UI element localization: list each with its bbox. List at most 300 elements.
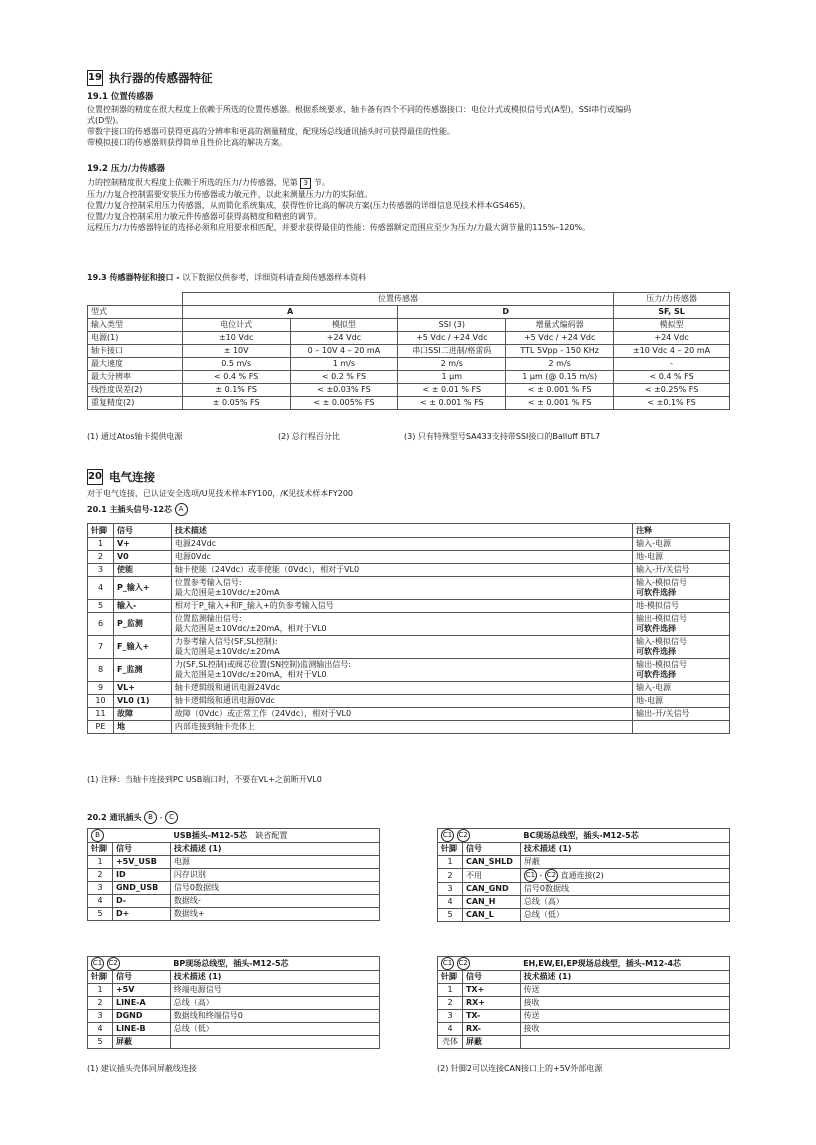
desc-line: 位置监测输出信号: xyxy=(174,614,242,623)
cell: 增量式编码器 xyxy=(506,319,614,332)
signal-cell: RX+ xyxy=(462,997,520,1010)
row-label: 重复精度(2) xyxy=(88,397,183,410)
usb-badges xyxy=(88,829,171,843)
sensor-table-note-1: (1) 通过Atos轴卡提供电源 xyxy=(87,432,183,441)
section-20-intro: 对于电气连接，已认证安全选项/U见技术样本FY100，/K见技术样本FY200 xyxy=(87,489,354,498)
connector-c1-badge: C1 xyxy=(441,957,454,970)
table-row xyxy=(88,1036,380,1049)
note-line: 地-电源 xyxy=(636,696,663,705)
header-pin: 针脚 xyxy=(438,971,463,984)
subsection-19-3-title xyxy=(87,272,366,283)
table-row xyxy=(88,695,730,708)
note-cell xyxy=(633,682,730,695)
desc-cell: 信号0数据线 xyxy=(170,882,379,895)
connector-c1-badge: C1 xyxy=(91,957,104,970)
section-title: 电气连接 xyxy=(109,470,155,484)
signal-cell: +5V_USB xyxy=(112,856,170,869)
cell: SSI (3) xyxy=(398,319,506,332)
signal-cell: D- xyxy=(112,895,170,908)
subsection-title: 19.3 传感器特征和接口 - xyxy=(87,273,180,282)
desc-text: 直通连接(2) xyxy=(560,871,604,880)
subsection-title: 20.2 通讯插头 xyxy=(87,813,142,822)
cell: < 0.4 % FS xyxy=(614,371,730,384)
signal-cell: 不用 xyxy=(462,869,520,883)
signal-cell: 屏蔽 xyxy=(112,1036,170,1049)
type-d: D xyxy=(398,306,614,319)
note-cell xyxy=(633,613,730,636)
header-pin: 针脚 xyxy=(88,843,113,856)
cell: 串口SSI二进制/格雷码 xyxy=(398,345,506,358)
table-row xyxy=(438,869,730,883)
desc-line: 轴卡逻辑级和通讯电源0Vdc xyxy=(174,696,275,705)
empty-cell xyxy=(88,293,183,306)
note-line: 可软件选择 xyxy=(636,624,677,633)
table-row xyxy=(88,895,380,908)
connector-c2-badge: C2 xyxy=(457,957,470,970)
desc-cell xyxy=(520,1036,729,1049)
desc-cell: 数据线- xyxy=(170,895,379,908)
header-pin: 针脚 xyxy=(88,524,114,538)
cell: < ± 0.001 % FS xyxy=(506,384,614,397)
signal-cell: D+ xyxy=(112,908,170,921)
bc-badges xyxy=(438,829,521,843)
table-row xyxy=(88,577,730,600)
header-description: 技术描述 xyxy=(171,524,632,538)
subsection-20-2-title xyxy=(87,811,178,824)
desc-line: 位置参考输入信号: xyxy=(174,578,242,587)
cell: +24 Vdc xyxy=(614,332,730,345)
table-row xyxy=(88,319,730,332)
cell: TTL 5Vpp - 150 KHz xyxy=(506,345,614,358)
type-sf: SF, SL xyxy=(614,306,730,319)
header-pin: 针脚 xyxy=(438,843,463,856)
note-cell xyxy=(633,636,730,659)
desc-cell: 传送 xyxy=(520,984,729,997)
signal-cell: P_输入+ xyxy=(113,577,171,600)
desc-cell xyxy=(171,708,632,721)
note-line: 地-电源 xyxy=(636,552,663,561)
usb-connector-table xyxy=(87,828,380,921)
note-line: 输出-模拟信号 xyxy=(636,614,687,623)
pin-cell: 7 xyxy=(88,636,114,659)
cell: - xyxy=(614,358,730,371)
header-note: 注释 xyxy=(633,524,730,538)
row-label: 轴卡接口 xyxy=(88,345,183,358)
desc-cell xyxy=(171,721,632,734)
cell: +5 Vdc / +24 Vdc xyxy=(398,332,506,345)
note-line: 地-模拟信号 xyxy=(636,601,679,610)
bc-connector-table xyxy=(437,828,730,922)
table-row xyxy=(438,984,730,997)
cell: ±10 Vdc 4 – 20 mA xyxy=(614,345,730,358)
range-dash: - xyxy=(159,813,163,822)
subsection-note: 以下数据仅供参考，详细资料请查阅传感器样本资料 xyxy=(182,273,367,282)
cell: 2 m/s xyxy=(506,358,614,371)
cell: < ± 0.001 % FS xyxy=(506,397,614,410)
text-line: 位置控制器的精度在很大程度上依赖于所选的位置传感器。根据系统要求，轴卡备有四个不同的传感器接口：电位计式或模拟信号式(A型)，SSI串行或编码 xyxy=(87,105,632,114)
signal-cell: TX+ xyxy=(462,984,520,997)
note-cell xyxy=(633,551,730,564)
cell: 1 m/s xyxy=(290,358,398,371)
desc-cell xyxy=(171,600,632,613)
text-line: 压力/力复合控制需要安装压力传感器或力敏元件，以此来测量压力/力的实际值。 xyxy=(87,190,373,199)
signal-cell: RX- xyxy=(462,1023,520,1036)
desc-cell: 终端电源信号 xyxy=(170,984,379,997)
desc-line: 力参考输入信号(SF,SL控制): xyxy=(174,637,278,646)
pin-cell: 2 xyxy=(88,997,113,1010)
cell: < ± 0.001 % FS xyxy=(398,397,506,410)
signal-cell: V+ xyxy=(113,538,171,551)
table-row xyxy=(438,1036,730,1049)
note-cell xyxy=(633,721,730,734)
desc-cell xyxy=(170,1036,379,1049)
signal-cell: CAN_SHLD xyxy=(462,856,520,869)
signal-cell: CAN_L xyxy=(462,909,520,922)
connector-a-badge: A xyxy=(175,503,188,516)
table-row xyxy=(88,345,730,358)
pin-cell: 1 xyxy=(88,856,113,869)
cell: ± 0.05% FS xyxy=(182,397,290,410)
desc-line: 轴卡使能（24Vdc）或非使能（0Vdc），相对于VL0 xyxy=(174,565,360,574)
table-title: USB插头-M12-5芯 xyxy=(173,830,248,840)
connector-c2-badge: C2 xyxy=(457,829,470,842)
cell: 模拟型 xyxy=(290,319,398,332)
desc-cell xyxy=(171,613,632,636)
desc-cell: 屏蔽 xyxy=(520,856,729,869)
pin-cell: 5 xyxy=(88,908,113,921)
connector-c2-badge: C2 xyxy=(545,869,558,882)
signal-cell: LINE-B xyxy=(112,1023,170,1036)
signal-cell: 故障 xyxy=(113,708,171,721)
bp-badges xyxy=(88,957,171,971)
table-row xyxy=(88,908,380,921)
header-signal: 信号 xyxy=(112,971,170,984)
desc-cell: 闪存识别 xyxy=(170,869,379,882)
pin-cell: 1 xyxy=(438,984,463,997)
cell: 2 m/s xyxy=(398,358,506,371)
text-line: 位置/力复合控制采用压力传感器，从而简化系统集成，获得性价比高的解决方案(压力传感器的详细信息见技术样本GS465)。 xyxy=(87,201,531,210)
paragraph-19-2 xyxy=(87,177,590,233)
pin-cell: 3 xyxy=(88,564,114,577)
note-cell xyxy=(633,564,730,577)
table-row xyxy=(88,1010,380,1023)
desc-line: 力(SF,SL控制)或阀芯位置(SN控制)监测输出信号: xyxy=(174,660,351,669)
connector-c1-badge: C1 xyxy=(441,829,454,842)
table-row xyxy=(88,1023,380,1036)
desc-cell xyxy=(171,538,632,551)
table-row xyxy=(438,997,730,1010)
pin-cell: 5 xyxy=(88,1036,113,1049)
signal-cell: +5V xyxy=(112,984,170,997)
pin-cell: 9 xyxy=(88,682,114,695)
pin-cell: 1 xyxy=(88,984,113,997)
desc-cell: 数据线和终端信号0 xyxy=(170,1010,379,1023)
connector-c2-badge: C2 xyxy=(107,957,120,970)
note-line: 输出-开/关信号 xyxy=(636,709,690,718)
note-line: 可软件选择 xyxy=(636,670,677,679)
cell: ±10 Vdc xyxy=(182,332,290,345)
desc-cell: 电源 xyxy=(170,856,379,869)
table-row xyxy=(88,721,730,734)
table-row xyxy=(88,538,730,551)
signal-cell: F_输入+ xyxy=(113,636,171,659)
cell: ± 10V xyxy=(182,345,290,358)
note-cell xyxy=(633,659,730,682)
desc-line: 相对于P_输入+和F_输入+的负参考输入信号 xyxy=(174,601,334,610)
cell: 0 – 10V 4 – 20 mA xyxy=(290,345,398,358)
table-row xyxy=(438,909,730,922)
cell: < ±0.1% FS xyxy=(614,397,730,410)
pin-cell: 11 xyxy=(88,708,114,721)
table-row xyxy=(88,659,730,682)
desc-line: 最大范围是±10Vdc/±20mA，相对于VL0 xyxy=(174,624,327,633)
desc-cell xyxy=(171,551,632,564)
text-part: 节。 xyxy=(313,178,330,187)
desc-line: 轴卡逻辑级和通讯电源24Vdc xyxy=(174,683,281,692)
header-signal: 信号 xyxy=(113,524,171,538)
signal-cell: 使能 xyxy=(113,564,171,577)
note-cell xyxy=(633,577,730,600)
table-row xyxy=(88,984,380,997)
eh-badges xyxy=(438,957,521,971)
pin-cell: 5 xyxy=(438,909,463,922)
table-row xyxy=(88,332,730,345)
type-a: A xyxy=(182,306,398,319)
pin-cell: 2 xyxy=(88,869,113,882)
cell: 模拟型 xyxy=(614,319,730,332)
text-line: 带模拟接口的传感器则获得简单且性价比高的解决方案。 xyxy=(87,138,287,147)
header-description: 技术描述 (1) xyxy=(170,971,379,984)
pin-cell: 2 xyxy=(438,869,463,883)
connector-c-badge: C xyxy=(165,811,178,824)
note-cell xyxy=(633,538,730,551)
cell: < ± 0.01 % FS xyxy=(398,384,506,397)
cell: ± 0.1% FS xyxy=(182,384,290,397)
signal-cell: P_监测 xyxy=(113,613,171,636)
section-ref-badge: 3 xyxy=(300,178,311,189)
desc-cell: 总线（高） xyxy=(170,997,379,1010)
note-line: 输入-电源 xyxy=(636,683,671,692)
table-row xyxy=(88,856,380,869)
note-cell xyxy=(633,600,730,613)
note-cell xyxy=(633,695,730,708)
cell: 0.5 m/s xyxy=(182,358,290,371)
pin-cell: 2 xyxy=(88,551,114,564)
desc-cell: 总线（低） xyxy=(520,909,729,922)
cell: 电位计式 xyxy=(182,319,290,332)
main-connector-table xyxy=(87,523,730,734)
sensor-table-note-2: (2) 总行程百分比 xyxy=(278,432,340,441)
cell: +24 Vdc xyxy=(290,332,398,345)
pin-cell: PE xyxy=(88,721,114,734)
desc-line: 电源24Vdc xyxy=(174,539,217,548)
desc-cell xyxy=(171,577,632,600)
note-line: 输入-模拟信号 xyxy=(636,637,687,646)
row-label: 电源(1) xyxy=(88,332,183,345)
note-line: 输出-模拟信号 xyxy=(636,660,687,669)
cell: 1 μm (@ 0.15 m/s) xyxy=(506,371,614,384)
connector-b-badge: B xyxy=(144,811,157,824)
pin-cell: 10 xyxy=(88,695,114,708)
text-line: 远程压力/力传感器特征的选择必须和应用要求相匹配，并要求获得最佳的性能：传感器额定范围应至少为压力/力最大调节量的115%–120%。 xyxy=(87,223,591,232)
signal-cell: 地 xyxy=(113,721,171,734)
desc-line: 电源0Vdc xyxy=(174,552,211,561)
desc-cell xyxy=(171,564,632,577)
text-line xyxy=(87,177,590,189)
row-label: 最大速度 xyxy=(88,358,183,371)
footnote-right: (2) 针脚2可以连接CAN接口上的+5V外部电源 xyxy=(437,1064,603,1073)
pin-cell: 3 xyxy=(438,883,463,896)
header-description: 技术描述 (1) xyxy=(520,843,729,856)
desc-line: 最大范围是±10Vdc/±20mA xyxy=(174,647,280,656)
signal-cell: VL+ xyxy=(113,682,171,695)
desc-line: 最大范围是±10Vdc/±20mA，相对于VL0 xyxy=(174,670,327,679)
text-line: 式(D型)。 xyxy=(87,116,124,125)
sensor-table-note-3: (3) 只有特殊型号SA433支持带SSI接口的Balluff BTL7 xyxy=(404,432,601,441)
cell: < ±0.25% FS xyxy=(614,384,730,397)
force-sensor-header: 压力/力传感器 xyxy=(614,293,730,306)
table-row xyxy=(438,1023,730,1036)
signal-cell: F_监测 xyxy=(113,659,171,682)
signal-cell: 屏蔽 xyxy=(462,1036,520,1049)
note-line: 可软件选择 xyxy=(636,588,677,597)
desc-cell: 传送 xyxy=(520,1010,729,1023)
type-label: 型式 xyxy=(88,306,183,319)
desc-cell: 总线（低） xyxy=(170,1023,379,1036)
signal-cell: DGND xyxy=(112,1010,170,1023)
header-signal: 信号 xyxy=(462,971,520,984)
header-signal: 信号 xyxy=(462,843,520,856)
bp-connector-table xyxy=(87,956,380,1049)
cell: < ± 0.005% FS xyxy=(290,397,398,410)
desc-cell xyxy=(520,869,729,883)
table-row xyxy=(88,997,380,1010)
pin-cell: 3 xyxy=(88,882,113,895)
header-pin: 针脚 xyxy=(88,971,113,984)
table-row xyxy=(88,882,380,895)
signal-cell: ID xyxy=(112,869,170,882)
table-row xyxy=(88,613,730,636)
table-row xyxy=(88,636,730,659)
signal-cell: CAN_GND xyxy=(462,883,520,896)
header-description: 技术描述 (1) xyxy=(520,971,729,984)
desc-line: 故障（0Vdc）或正常工作（24Vdc），相对于VL0 xyxy=(174,709,352,718)
table-row xyxy=(88,358,730,371)
signal-cell: VL0 (1) xyxy=(113,695,171,708)
pin-cell: 3 xyxy=(438,1010,463,1023)
pin-cell: 4 xyxy=(438,1023,463,1036)
table-row xyxy=(88,564,730,577)
pin-cell: 6 xyxy=(88,613,114,636)
subsection-19-1-title: 19.1 位置传感器 xyxy=(87,92,154,102)
cell: +5 Vdc / +24 Vdc xyxy=(506,332,614,345)
subsection-20-1-title xyxy=(87,503,188,516)
desc-cell: 接收 xyxy=(520,1023,729,1036)
text-line: 位置/力复合控制采用力敏元件传感器可获得高精度和精密的调节。 xyxy=(87,212,322,221)
signal-cell: V0 xyxy=(113,551,171,564)
note-line: 可软件选择 xyxy=(636,647,677,656)
row-label: 最大分辨率 xyxy=(88,371,183,384)
connector-c1-badge: C1 xyxy=(524,869,537,882)
footnote-left: (1) 建议插头壳体同屏蔽线连接 xyxy=(87,1064,197,1073)
section-19-heading xyxy=(87,67,213,86)
table-row xyxy=(88,600,730,613)
table-title: BC现场总线型，插头-M12-5芯 xyxy=(520,829,729,843)
desc-line: 内部连接到轴卡壳体上 xyxy=(174,722,255,731)
connector-b-badge: B xyxy=(91,829,104,842)
sensor-table xyxy=(87,292,730,410)
table-row xyxy=(88,869,380,882)
desc-line: 最大范围是±10Vdc/±20mA xyxy=(174,588,280,597)
pin-cell: 2 xyxy=(438,997,463,1010)
pin-cell: 1 xyxy=(438,856,463,869)
note-cell xyxy=(633,708,730,721)
usb-title xyxy=(170,829,379,843)
desc-cell: 总线（高） xyxy=(520,896,729,909)
section-title: 执行器的传感器特征 xyxy=(109,71,213,85)
table-row xyxy=(88,708,730,721)
table-row xyxy=(438,856,730,869)
pin-cell: 3 xyxy=(88,1010,113,1023)
table-row xyxy=(438,896,730,909)
text-part: 力的控制精度很大程度上依赖于所选的压力/力传感器，见第 xyxy=(87,178,298,187)
table-row xyxy=(88,397,730,410)
range-dash: - xyxy=(539,871,543,880)
table-row xyxy=(88,682,730,695)
pin-cell: 8 xyxy=(88,659,114,682)
pin-cell: 4 xyxy=(88,895,113,908)
header-signal: 信号 xyxy=(112,843,170,856)
table-row xyxy=(438,1010,730,1023)
desc-cell xyxy=(171,682,632,695)
pin-cell: 壳体 xyxy=(438,1036,463,1049)
desc-cell: 接收 xyxy=(520,997,729,1010)
main-table-footnote: (1) 注释：当轴卡连接到PC USB端口时，不要在VL+之前断开VL0 xyxy=(87,775,322,784)
signal-cell: CAN_H xyxy=(462,896,520,909)
signal-cell: LINE-A xyxy=(112,997,170,1010)
pin-cell: 4 xyxy=(438,896,463,909)
cell: < 0.2 % FS xyxy=(290,371,398,384)
signal-cell: GND_USB xyxy=(112,882,170,895)
desc-cell: 数据线+ xyxy=(170,908,379,921)
cell: < ±0.03% FS xyxy=(290,384,398,397)
table-title-note: 缺省配置 xyxy=(255,830,288,840)
note-line: 输入-电源 xyxy=(636,539,671,548)
subsection-title: 20.1 主插头信号-12芯 xyxy=(87,505,172,514)
signal-cell: TX- xyxy=(462,1010,520,1023)
pin-cell: 5 xyxy=(88,600,114,613)
paragraph-19-1 xyxy=(87,104,631,148)
pin-cell: 4 xyxy=(88,1023,113,1036)
table-row xyxy=(438,883,730,896)
pin-cell: 1 xyxy=(88,538,114,551)
row-label: 输入类型 xyxy=(88,319,183,332)
table-title: EH,EW,EI,EP现场总线型，插头-M12-4芯 xyxy=(520,957,729,971)
eh-connector-table xyxy=(437,956,730,1049)
pin-cell: 4 xyxy=(88,577,114,600)
cell: 1 μm xyxy=(398,371,506,384)
desc-cell xyxy=(171,636,632,659)
desc-cell xyxy=(171,695,632,708)
desc-cell xyxy=(171,659,632,682)
note-line: 输入-开/关信号 xyxy=(636,565,690,574)
table-row xyxy=(88,371,730,384)
section-number: 19 xyxy=(87,70,103,86)
table-title: BP现场总线型，插头-M12-5芯 xyxy=(170,957,379,971)
table-row xyxy=(88,384,730,397)
row-label: 线性度误差(2) xyxy=(88,384,183,397)
text-line: 带数字接口的传感器可获得更高的分辨率和更高的测量精度，配现场总线通讯插头时可获得最佳的性能。 xyxy=(87,127,455,136)
